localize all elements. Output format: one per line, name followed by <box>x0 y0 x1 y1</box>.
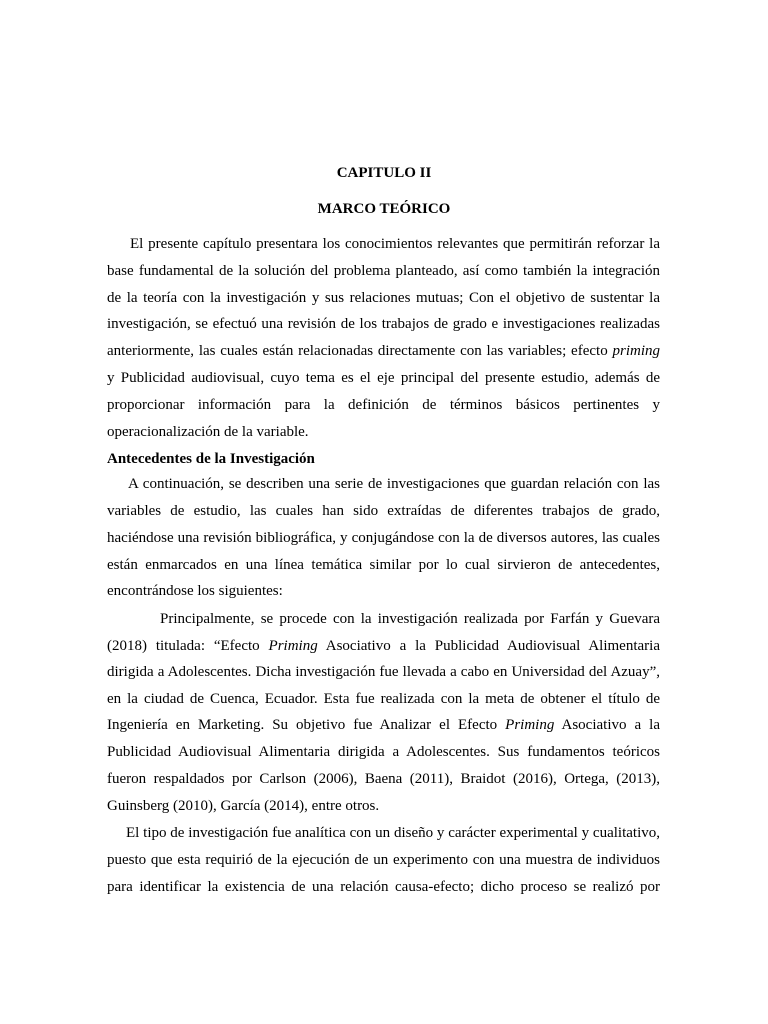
italic-term: priming <box>612 343 660 359</box>
p3-line: fueron respaldados por Carlson (2006), Baena (2011), Braidot (2016), Ortega, (2013), <box>107 771 660 787</box>
italic-term: Priming <box>268 638 318 654</box>
p2-line: están enmarcados en una línea temática similar por lo cual sirvieron de antecedentes, <box>107 557 660 573</box>
p3-line: dirigida a Adolescentes. Dicha investigación fue llevada a cabo en Universidad del Azuay”, <box>107 664 660 680</box>
p3-line: Ingeniería en Marketing. Su objetivo fue Analizar el Efecto Priming Asociativo a la <box>107 717 660 733</box>
p3-line: (2018) titulada: “Efecto Priming Asociativo a la Publicidad Audiovisual Alimentaria <box>107 638 660 654</box>
p2-line: A continuación, se describen una serie de investigaciones que guardan relación con las <box>128 476 660 492</box>
p4-line: para identificar la existencia de una relación causa-efecto; dicho proceso se realizó por <box>107 879 660 895</box>
p3-line: Guinsberg (2010), García (2014), entre otros. <box>107 798 380 814</box>
p3-line: Principalmente, se procede con la investigación realizada por Farfán y Guevara <box>160 611 660 627</box>
p1-line: investigación, se efectuó una revisión de los trabajos de grado e investigaciones realizadas <box>107 316 660 332</box>
subheading: Antecedentes de la Investigación <box>107 451 315 467</box>
p3-line: Publicidad Audiovisual Alimentaria dirigida a Adolescentes. Sus fundamentos teóricos <box>107 744 660 760</box>
p1-line: de la teoría con la investigación y sus relaciones mutuas; Con el objetivo de sustentar la <box>107 290 660 306</box>
p1-line: anteriormente, las cuales están relacionadas directamente con las variables; efecto priming <box>107 343 660 359</box>
p4-line: El tipo de investigación fue analítica con un diseño y carácter experimental y cualitativo, <box>126 825 660 841</box>
p2-line: haciéndose una revisión bibliográfica, y conjugándose con la de diversos autores, las cuales <box>107 530 660 546</box>
p3-line: en la ciudad de Cuenca, Ecuador. Esta fue realizada con la meta de obtener el título de <box>107 691 660 707</box>
p4-line: puesto que esta requirió de la ejecución de un experimento con una muestra de individuos <box>107 852 660 868</box>
p2-line: variables de estudio, las cuales han sido extraídas de diferentes trabajos de grado, <box>107 503 660 519</box>
p1-line: y Publicidad audiovisual, cuyo tema es el eje principal del presente estudio, además de <box>107 370 660 386</box>
p2-line: encontrándose los siguientes: <box>107 583 283 599</box>
p1-line: base fundamental de la solución del problema planteado, así como también la integración <box>107 263 660 279</box>
p1-line: proporcionar información para la definición de términos básicos pertinentes y <box>107 397 660 413</box>
section-title: MARCO TEÓRICO <box>317 201 451 217</box>
chapter-title: CAPITULO II <box>336 165 432 181</box>
italic-term: Priming <box>505 717 555 733</box>
p1-line: El presente capítulo presentara los conocimientos relevantes que permitirán reforzar la <box>130 236 660 252</box>
p1-line: operacionalización de la variable. <box>107 424 309 440</box>
